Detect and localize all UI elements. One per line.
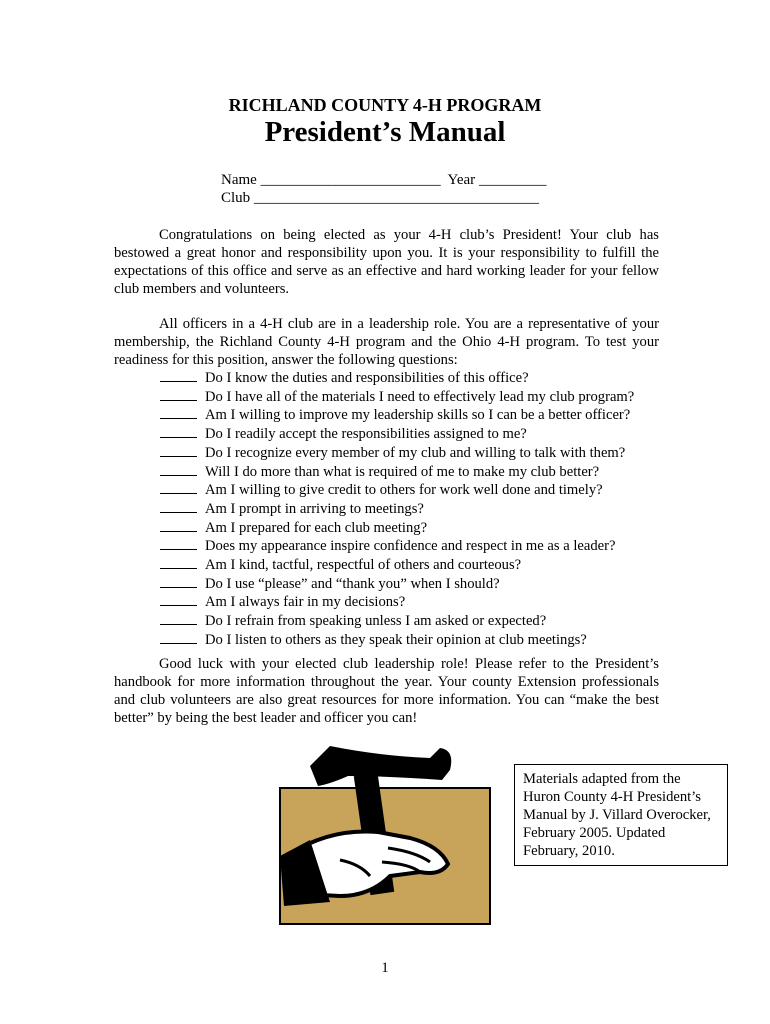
answer-blank[interactable]: [160, 425, 197, 438]
answer-blank[interactable]: [160, 406, 197, 419]
year-label: Year: [447, 172, 476, 188]
question-text: Do I use “please” and “thank you” when I should?: [205, 575, 500, 592]
question-item: [160, 537, 634, 556]
readiness-questions: [160, 369, 634, 650]
answer-blank[interactable]: [160, 388, 197, 401]
answer-blank[interactable]: [160, 481, 197, 494]
question-text: Am I willing to give credit to others for work well done and timely?: [205, 482, 603, 499]
intro-paragraph: Congratulations on being elected as your 4-H club’s President! Your club has bestowed a great honor and responsibility upon you. It is your responsibility to fulfill the expectations of this office and serve as an effective and hard working leader for your fellow club members and volunteers.: [114, 227, 659, 297]
question-item: [160, 575, 634, 594]
question-text: Will I do more than what is required of me to make my club better?: [205, 463, 600, 480]
question-text: Am I kind, tactful, respectful of others and courteous?: [205, 557, 522, 574]
question-item: [160, 406, 634, 425]
year-blank[interactable]: _________: [478, 172, 547, 188]
question-item: [160, 444, 634, 463]
credit-box: Materials adapted from the Huron County 4-H President’s Manual by J. Villard Overocker, February 2005. Updated February, 2010.: [514, 764, 728, 866]
name-blank[interactable]: ________________________: [260, 172, 441, 188]
club-blank[interactable]: ______________________________________: [253, 190, 539, 206]
question-item: [160, 500, 634, 519]
answer-blank[interactable]: [160, 556, 197, 569]
officers-paragraph: All officers in a 4-H club are in a leadership role. You are a representative of your membership, the Richland County 4-H program and the Ohio 4-H program. To test your readiness for this position, answer the following questions:: [114, 316, 659, 368]
answer-blank[interactable]: [160, 444, 197, 457]
question-text: Do I know the duties and responsibilities of this office?: [205, 370, 529, 386]
name-year-line: [221, 172, 546, 189]
answer-blank[interactable]: [160, 369, 197, 382]
question-item: [160, 369, 634, 388]
question-item: [160, 556, 634, 575]
question-item: [160, 388, 634, 407]
question-text: Do I have all of the materials I need to effectively lead my club program?: [205, 388, 635, 405]
club-label: Club: [221, 190, 251, 206]
hand-holding-hammer-icon: [270, 736, 510, 936]
question-item: [160, 631, 634, 650]
question-item: [160, 463, 634, 482]
closing-paragraph: Good luck with your elected club leadership role! Please refer to the President’s handbook for more information throughout the year. Your county Extension professionals and club volunteers are also great resources for more information. You can “make the best better” by being the best leader and officer you can!: [114, 656, 659, 726]
question-item: [160, 481, 634, 500]
question-text: Am I willing to improve my leadership skills so I can be a better officer?: [205, 407, 631, 424]
club-line: [221, 190, 539, 207]
question-text: Am I always fair in my decisions?: [205, 594, 406, 611]
name-label: Name: [221, 172, 257, 188]
question-text: Do I refrain from speaking unless I am asked or expected?: [205, 613, 547, 630]
answer-blank[interactable]: [160, 537, 197, 550]
question-text: Am I prepared for each club meeting?: [205, 519, 428, 536]
question-text: Am I prompt in arriving to meetings?: [205, 500, 424, 517]
answer-blank[interactable]: [160, 593, 197, 606]
document-title: President’s Manual: [264, 116, 506, 148]
answer-blank[interactable]: [160, 612, 197, 625]
answer-blank[interactable]: [160, 519, 197, 532]
question-text: Do I readily accept the responsibilities assigned to me?: [205, 426, 527, 443]
question-text: Do I listen to others as they speak their opinion at club meetings?: [205, 631, 587, 648]
program-heading: RICHLAND COUNTY 4-H PROGRAM: [228, 95, 542, 115]
answer-blank[interactable]: [160, 463, 197, 476]
answer-blank[interactable]: [160, 500, 197, 513]
question-item: [160, 612, 634, 631]
question-text: Do I recognize every member of my club and willing to talk with them?: [205, 444, 626, 461]
answer-blank[interactable]: [160, 575, 197, 588]
question-item: [160, 425, 634, 444]
answer-blank[interactable]: [160, 631, 197, 644]
page-number: 1: [381, 960, 389, 976]
question-item: [160, 593, 634, 612]
question-text: Does my appearance inspire confidence and respect in me as a leader?: [205, 538, 616, 555]
question-item: [160, 519, 634, 538]
